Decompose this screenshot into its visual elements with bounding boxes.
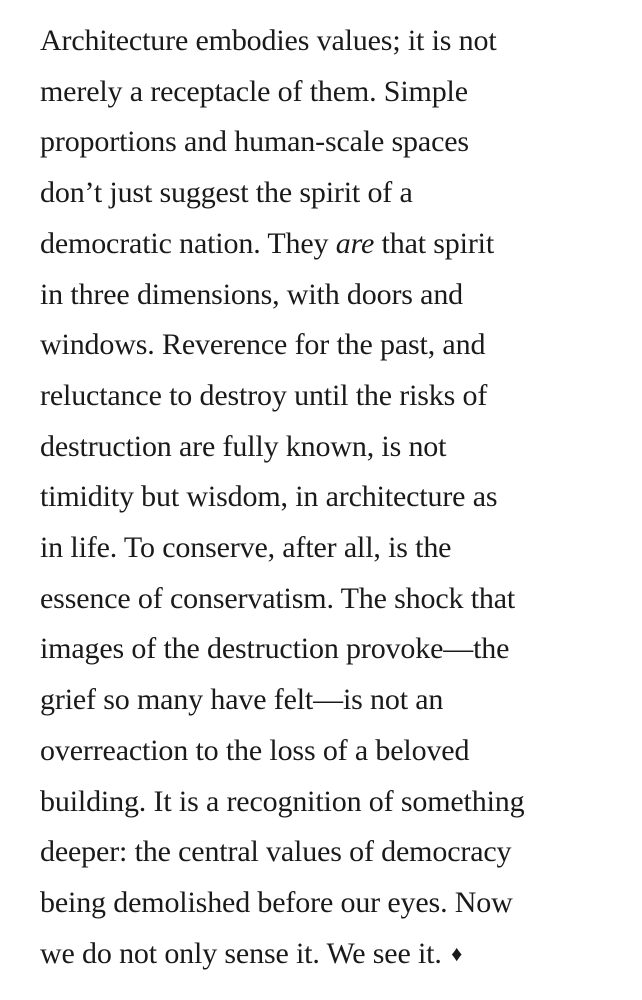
emphasis-text: are [335,226,375,260]
article-line: essence of conservatism. The shock that [40,581,516,615]
article-line-last [40,929,630,980]
article-line: reluctance to destroy until the risks of [40,378,488,412]
article-line: proportions and human-scale spaces [40,125,469,159]
article-line: merely a receptacle of them. Simple [40,74,468,108]
article-line-text: that spirit [374,226,495,260]
article-line: being demolished before our eyes. Now [40,885,513,919]
article-line: don’t just suggest the spirit of a [40,176,413,210]
article-line: deeper: the central values of democracy [40,835,512,869]
article-line: destruction are fully known, is not [40,429,447,463]
article-line: in three dimensions, with doors and [40,277,464,311]
article-line [40,219,630,270]
article-line: in life. To conserve, after all, is the [40,531,452,565]
article-line-text: democratic nation. They [40,226,336,260]
article-line: timidity but wisdom, in architecture as [40,480,498,514]
end-mark-diamond-icon: ♦ [451,940,463,966]
article-line: overreaction to the loss of a beloved [40,733,470,767]
article-line: grief so many have felt—is not an [40,683,444,717]
article-line: images of the destruction provoke—the [40,632,510,666]
article-line: building. It is a recognition of something [40,784,525,818]
article-line: windows. Reverence for the past, and [40,328,486,362]
article-body [40,16,630,979]
article-line: Architecture embodies values; it is not [40,24,497,57]
article-line-text: we do not only sense it. We see it. [40,936,442,970]
